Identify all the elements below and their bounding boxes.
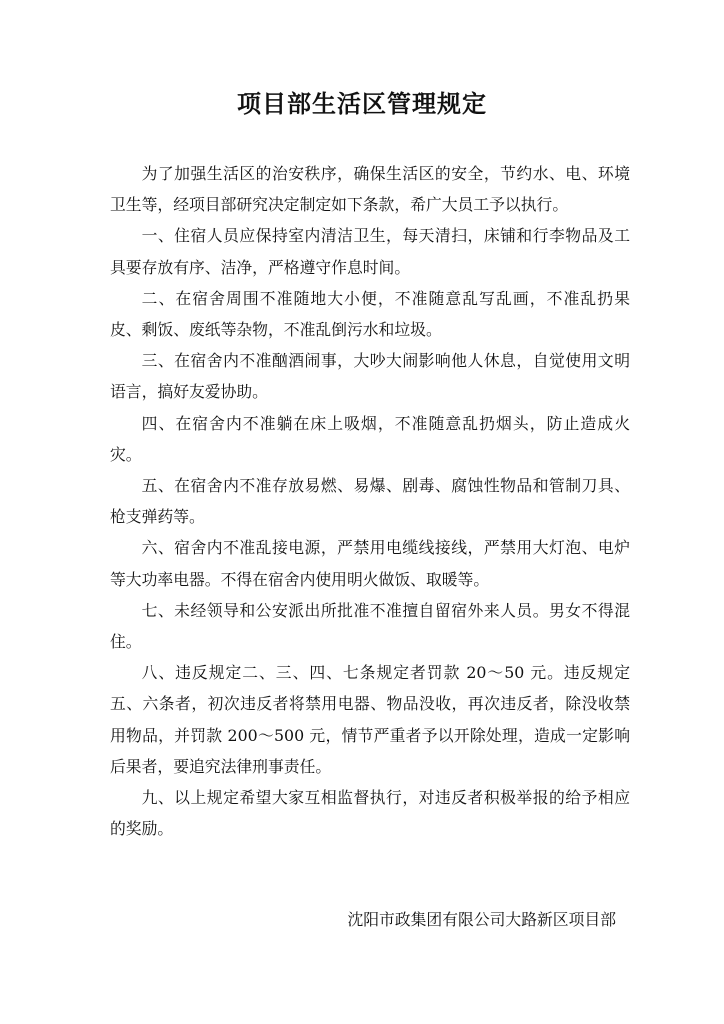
document-title: 项目部生活区管理规定 bbox=[237, 90, 487, 118]
rule-3-paragraph: 三、在宿舍内不准酗酒闹事，大吵大闹影响他人休息，自觉使用文明语言，搞好友爱协助。 bbox=[110, 351, 630, 402]
rule-4-paragraph: 四、在宿舍内不准躺在床上吸烟，不准随意乱扔烟头，防止造成火灾。 bbox=[110, 413, 630, 464]
rule-7-paragraph: 七、未经领导和公安派出所批准不准擅自留宿外来人员。男女不得混住。 bbox=[110, 600, 630, 652]
rule-8-paragraph: 八、违反规定二、三、四、七条规定者罚款 20～50 元。违反规定五、六条者，初次违反者将禁用电器、物品没收，再次违反者，除没收禁用物品，并罚款 200～500 元，情节严重者予以开除处理，造成一定影响后果者，要追究法律刑事责任。 bbox=[110, 663, 630, 776]
rule-2-paragraph: 二、在宿舍周围不准随地大小便，不准随意乱写乱画，不准乱扔果皮、剩饭、废纸等杂物，不准乱倒污水和垃圾。 bbox=[110, 288, 630, 340]
rule-6-paragraph: 六、宿舍内不准乱接电源，严禁用电缆线接线，严禁用大灯泡、电炉等大功率电器。不得在宿舍内使用明火做饭、取暖等。 bbox=[110, 538, 630, 589]
intro-paragraph: 为了加强生活区的治安秩序，确保生活区的安全，节约水、电、环境卫生等，经项目部研究决定制定如下条款，希广大员工予以执行。 bbox=[110, 164, 630, 215]
rule-1-paragraph: 一、住宿人员应保持室内清洁卫生，每天清扫，床铺和行李物品及工具要存放有序、洁净，严格遵守作息时间。 bbox=[110, 226, 630, 277]
rule-5-paragraph: 五、在宿舍内不准存放易燃、易爆、剧毒、腐蚀性物品和管制刀具、枪支弹药等。 bbox=[110, 476, 630, 527]
document-body bbox=[110, 158, 630, 844]
issuer-signature: 沈阳市政集团有限公司大路新区项目部 bbox=[347, 910, 616, 929]
rule-9-paragraph: 九、以上规定希望大家互相监督执行，对违反者积极举报的给予相应的奖励。 bbox=[110, 788, 630, 839]
